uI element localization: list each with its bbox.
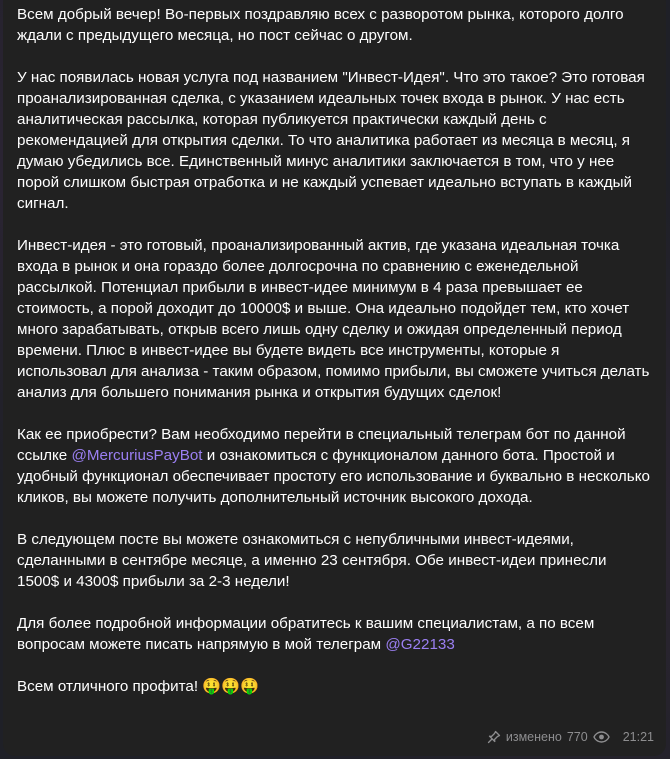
paragraph-4-text-start: Как ее приобрести? Вам необходимо перейти в специальный телеграм бот по данной ссылке xyxy=(17,426,626,464)
message-paragraph-2: У нас появилась новая услуга под названием "Инвест-Идея". Что это такое? Это готовая проанализированная сделка, с указанием идеальных точек входа в рынок. У нас есть аналитическая рассылка, которая публикуется практически каждый день с рекомендацией для открытия сделки. То что аналитика работает из месяца в месяц, я думаю убедились все. Единственный минус аналитики заключается в том, что у нее порой слишком быстрая отработка и не каждый успевает идеально вступать в каждый сигнал. xyxy=(17,69,645,212)
bot-mention-link[interactable]: @MercuriusPayBot xyxy=(71,447,203,464)
user-mention-link[interactable]: @G22133 xyxy=(385,636,455,653)
message-paragraph-3: Инвест-идея - это готовый, проанализированный актив, где указана идеальная точка входа в рынок и она гораздо более долгосрочна по сравнению с еженедельной рассылкой. Потенциал прибыли в инвест-идее минимум в 4 раза превышает ее стоимость, а порой доходит до 10000$ и выше. Она идеально подойдет тем, кто хочет много зарабатывать, открыв всего лишь одну сделку и ожидая определенный период времени. Плюс в инвест-идее вы будете видеть все инструменты, которые я использовал для анализа - таким образом, помимо прибыли, вы сможете учиться делать анализ для большего понимания рынка и открытия будущих сделок! xyxy=(17,237,650,401)
message-time: 21:21 xyxy=(622,730,654,744)
pin-icon xyxy=(487,730,501,744)
eye-icon xyxy=(593,731,610,743)
message-paragraph-4 xyxy=(17,424,652,508)
message-text xyxy=(17,4,652,697)
message-paragraph-7: Всем отличного профита! 🤑🤑🤑 xyxy=(17,678,260,695)
paragraph-6-text: Для более подробной информации обратитесь к вашим специалистам, а по всем вопросам можете писать напрямую в мой телеграм xyxy=(17,615,595,653)
edited-label: изменено xyxy=(505,730,562,744)
message-meta xyxy=(487,730,654,744)
views-count: 770 xyxy=(566,730,588,744)
paragraph-4-text-end: и ознакомиться с функционалом данного бота. Простой и удобный функционал обеспечивает простоту его использование и буквально в несколько кликов, вы можете получить дополнительный источник высокого дохода. xyxy=(17,447,650,506)
message-bubble[interactable] xyxy=(3,0,666,756)
message-paragraph-1: Всем добрый вечер! Во-первых поздравляю всех с разворотом рынка, которого долго ждали с предыдущего месяца, но пост сейчас о другом. xyxy=(17,6,624,44)
message-paragraph-5: В следующем посте вы можете ознакомиться с непубличными инвест-идеями, сделанными в сентябре месяце, а именно 23 сентября. Обе инвест-идеи принесли 1500$ и 4300$ прибыли за 2-3 недели! xyxy=(17,531,607,590)
message-paragraph-6 xyxy=(17,613,652,655)
